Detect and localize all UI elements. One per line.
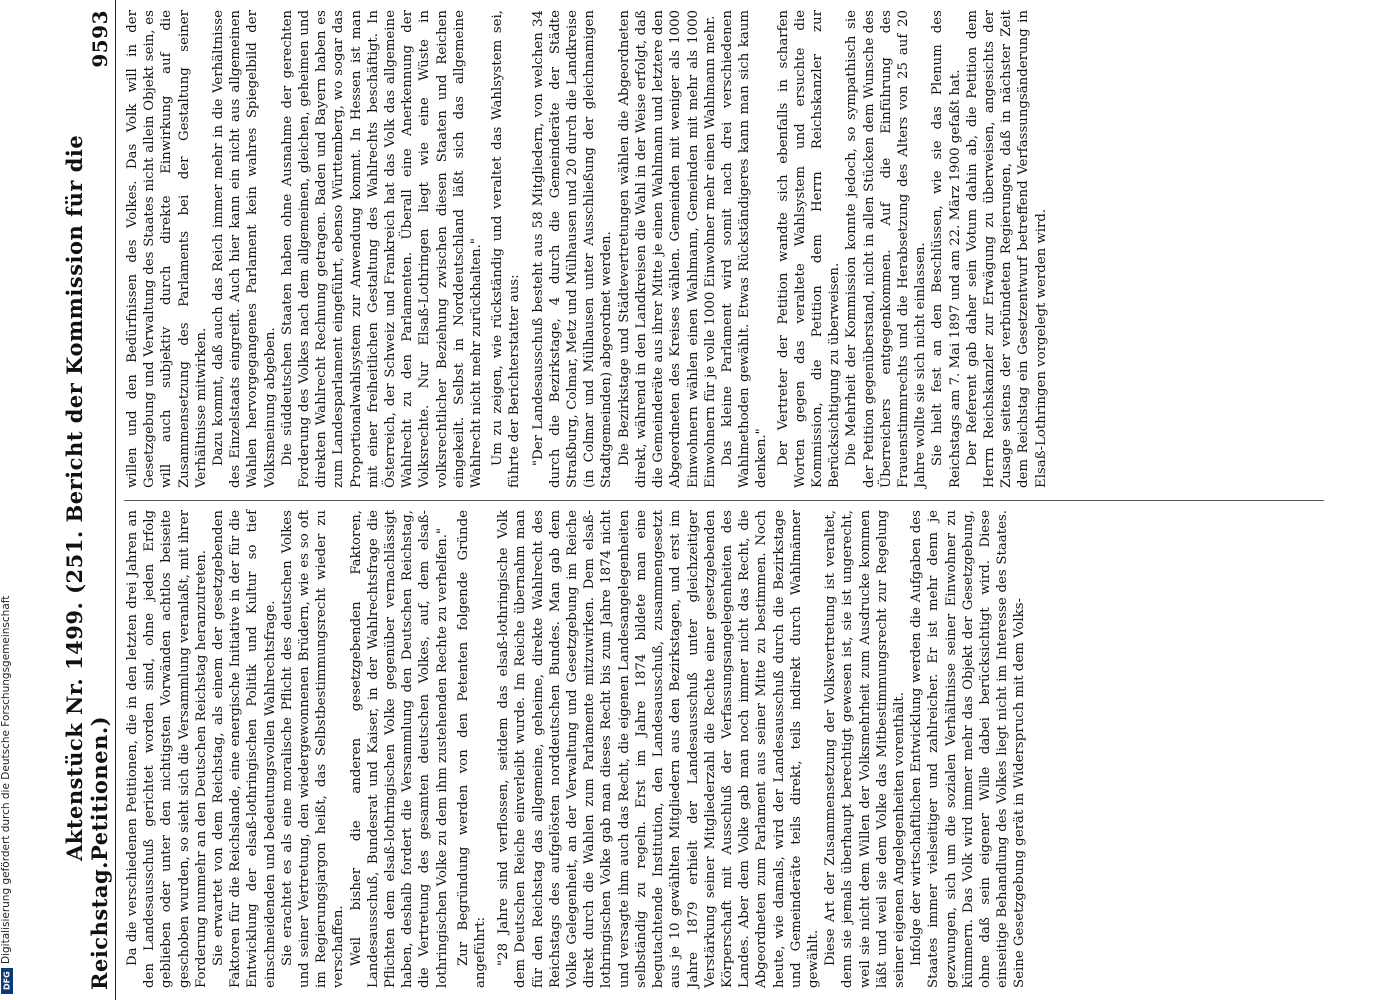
paragraph: Da die verschiedenen Petitionen, die in den letzten drei Jahren an den Landesausschuß gerichtet worden sind, ohne jeden Erfolg geblieben oder unter den nichtigsten Vorwänden achtlos beiseite geschoben wurden, so sieht sich die Versammlung veranlaßt, mit ihrer Forderung nunmehr an den Deutschen Reichstag heranzutreten. (125, 509, 209, 988)
paragraph: Der Vertreter der Petition wandte sich ebenfalls in scharfen Worten gegen das veraltete Wahlsystem und ersuchte die Kommission, die Petition dem Herrn Reichskanzler zur Berücksichtigung zu überweisen. (775, 10, 843, 488)
column-divider (124, 500, 1324, 501)
paragraph: Weil bisher die anderen gesetzgebenden Faktoren, Landesausschuß, Bundesrat und Kaiser, in der Wahlrechtsfrage die Pflichten dem elsaß-lothringischen Volke gegenüber vernachlässigt haben, deshalb fordert die Versammlung den Deutschen Reichstag, die Vertretung des gesamten deutschen Volkes, auf, dem elsaß-lothringischen Volke zu dem ihm zustehenden Rechte zu verhelfen." (348, 510, 450, 988)
paragraph: Infolge der wirtschaftlichen Entwicklung werden die Aufgaben des Staates immer vielseitiger und zahlreicher. Er ist mehr denn je gezwungen, sich um die sozialen Verhältnisse seiner Einwohner zu kümmern. Das Volk wird immer mehr das Objekt der Gesetzgebung, ohne daß sein eigener Wille dabei berücksichtigt wird. Diese einseitige Behandlung des Volkes liegt nicht im Interesse des Staates. Seine Gesetzgebung gerät in Widerspruch mit dem Volks- (909, 510, 1028, 988)
paragraph: "28 Jahre sind verflossen, seitdem das elsaß-lothringische Volk dem Deutschen Reiche einverleibt wurde. Im Reiche übernahm man für den Reichstag das allgemeine, geheime, direkte Wahlrecht des Reichstags des aufgelösten norddeutschen Bundes. Man gab dem Volke Gelegenheit, an der Verwaltung und Gesetzgebung im Reiche direkt durch die Wahlen zum Parlamente mitzuwirken. Dem elsaß-lothringischen Volke gab man dieses Recht bis zum Jahre 1874 nicht und versagte ihm auch das Recht, die eigenen Landesangelegenheiten selbständig zu regeln. Erst im Jahre 1874 bildete man eine begutachtende Institution, den Landesausschuß, zusammengesetzt aus je 10 gewählten Mitgliedern aus den Bezirkstagen, und erst im Jahre 1879 erhielt der Landesausschuß unter gleichzeitiger Verstärkung seiner Mitgliederzahl die Rechte einer gesetzgebenden Körperschaft mit Ausschluß der Verfassungsangelegenheiten des Landes. Aber dem Volke gab man noch immer nicht das Recht, die Abgeordneten zum Parlament aus seiner Mitte zu bestimmen. Noch heute, wie damals, wird der Landesausschuß durch die Bezirkstage und Gemeinderäte teils direkt, teils indirekt durch Wahlmänner gewählt. (496, 510, 821, 988)
page-number: 9593 (88, 10, 112, 68)
header-left: Reichstag. (87, 861, 112, 990)
paragraph: "Der Landesausschuß besteht aus 58 Mitgliedern, von welchen 34 durch die Bezirkstage, 4 durch die Gemeinderäte der Städte Straßburg, Colmar, Metz und Mülhausen und 20 durch die Landkreise (in Colmar und Mülhausen unter Ausschließung der gleichnamigen Stadtgemeinden) abgeordnet werden. (530, 10, 615, 488)
paragraph: Sie hielt fest an den Beschlüssen, wie sie das Plenum des Reichstags am 7. Mai 1897 und am 22. März 1900 gefaßt hat. (930, 10, 963, 488)
paragraph: Die süddeutschen Staaten haben ohne Ausnahme der gerechten Forderung des Volkes nach dem allgemeinen, gleichen, geheimen und direkten Wahlrecht Rechnung getragen. Baden und Bayern haben es zum Landesparlament eingeführt, ebenso Württemberg, wo sogar das Proportionalwahlsystem zur Anwendung kommt. In Hessen ist man mit einer freiheitlichen Gestaltung des Wahlrechts beschäftigt. In Österreich, der Schweiz und Frankreich hat das Volk das allgemeine Wahlrecht zu den Parlamenten. Überall eine Anerkennung der Volksrechte. Nur Elsaß-Lothringen liegt wie eine Wüste in volksrechtlicher Beziehung zwischen diesen Staaten und Reichen eingekeilt. Selbst in Norddeutschland läßt sich das allgemeine Wahlrecht nicht mehr zurückhalten." (279, 10, 485, 488)
paragraph: Diese Art der Zusammensetzung der Volksvertretung ist veraltet, denn sie jemals überhaupt berechtigt gewesen ist, sie ist ungerecht, weil sie nicht dem Willen der Volksmehrheit zum Ausdrucke kommen läßt und weil sie dem Volke das Mitbestimmungsrecht zur Regelung seiner eigenen Angelegenheiten vorenthält. (823, 510, 907, 988)
header-center: Aktenstück Nr. 1499. (251. Bericht der Kommission für die Petitionen.) (62, 134, 112, 862)
document-page (62, 0, 1383, 1000)
paragraph: Zur Begründung werden von den Petenten folgende Gründe angeführt: (455, 510, 489, 988)
paragraph: Die Bezirkstage und Städtevertretungen wählen die Abgeordneten direkt, während in den Landkreisen die Wahl in der Weise erfolgt, daß die Gemeinderäte aus ihrer Mitte je einen Wahlmann und letztere den Abgeordneten des Kreises wählen. Gemeinden mit weniger als 1000 Einwohnern wählen einen Wahlmann, Gemeinden mit mehr als 1000 Einwohnern für je volle 1000 Einwohner mehr einen Wahlmann mehr. (616, 10, 718, 488)
right-column (124, 10, 1050, 488)
credit-text: Digitalisierung gefördert durch die Deutsche Forschungsgemeinschaft (0, 595, 12, 964)
paragraph: Der Referent gab daher sein Votum dahin ab, die Petition dem Herrn Reichskanzler zur Erwägung zu überweisen, angesichts der Zusage seitens der verbündeten Regierungen, daß in nächster Zeit dem Reichstag ein Gesetzentwurf betreffend Verfassungsänderung in Elsaß-Lothringen vorgelegt werden wird. (964, 10, 1049, 488)
paragraph: Die Mehrheit der Kommission konnte jedoch, so sympathisch sie der Petition gegenüberstand, nicht in allen Stücken dem Wunsche des Überreichers entgegenkommen. Auf die Einführung des Frauenstimmrechts und die Herabsetzung des Alters von 25 auf 20 Jahre wollte sie sich nicht einlassen. (844, 10, 929, 488)
paragraph: Sie erachtet es als eine moralische Pflicht des deutschen Volkes und seiner Vertretung, den wiedergewonnenen Brüdern, wie es so oft im Regierungsjargon heißt, das Selbstbestimmungsrecht wieder zu verschaffen. (279, 510, 347, 988)
paragraph: Sie erwartet von dem Reichstag, als einem der gesetzgebenden Faktoren für die Reichslande, eine energische Initiative in der für die Entwicklung der elsaß-lothringischen Politik und Kultur so tief einschneidenden und bedeutungsvollen Wahlrechtsfrage. (211, 510, 278, 988)
digitization-credit (0, 0, 14, 1000)
left-column (124, 510, 1029, 988)
paragraph: Das kleine Parlament wird somit nach drei verschiedenen Wahlmethoden gewählt. Etwas Rückständigeres kann man sich kaum denken." (719, 10, 770, 488)
paragraph: Dazu kommt, daß auch das Reich immer mehr in die Verhältnisse des Einzelstaats eingreift. Auch hier kann ein nicht aus allgemeinen Wahlen hervorgegangenes Parlament kein wahres Spiegelbild der Volksmeinung abgeben. (211, 10, 278, 488)
paragraph: willen und den Bedürfnissen des Volkes. Das Volk will in der Gesetzgebung und Verwaltung des Staates nicht allein Objekt sein, es will auch subjektiv durch direkte Einwirkung auf die Zusammensetzung des Parlaments bei der Gestaltung seiner Verhältnisse mitwirken. (125, 10, 209, 488)
paragraph: Um zu zeigen, wie rückständig und veraltet das Wahlsystem sei, führte der Berichterstatter aus: (490, 10, 523, 488)
dfg-logo: DFG (1, 968, 13, 994)
page-header (62, 0, 116, 1000)
